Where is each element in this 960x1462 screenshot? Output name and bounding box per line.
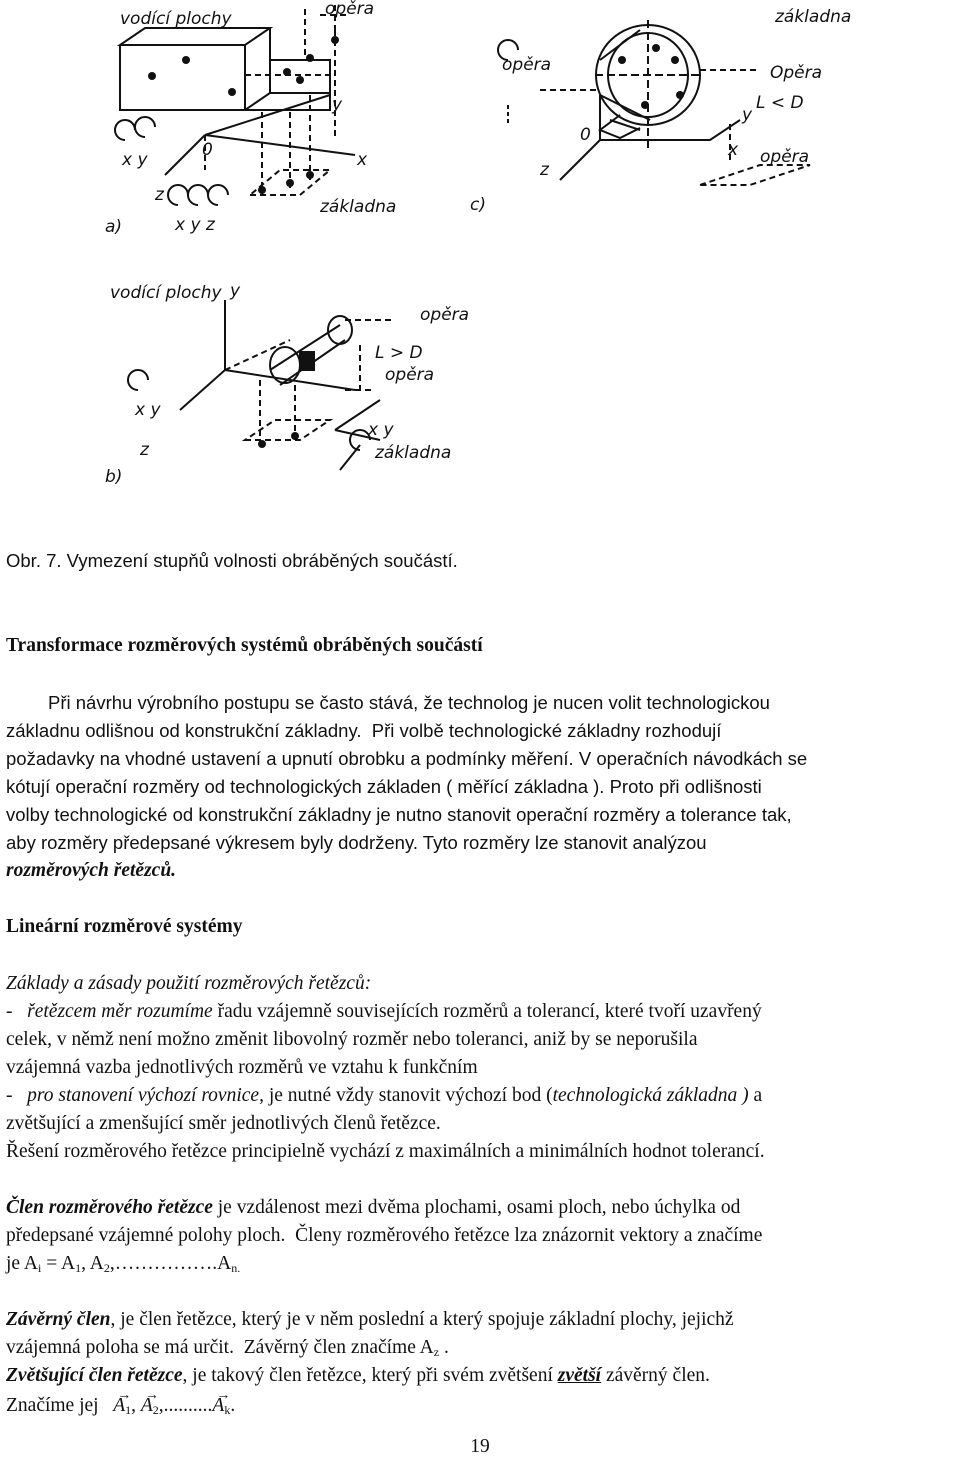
- fig-label-axis-y-c: y: [742, 105, 753, 125]
- item1-line2: celek, v němž není možno změnit libovolný rozměr nebo toleranci, aniž by se neporušila: [6, 1029, 698, 1050]
- para1-line4: kótují operační rozměry od technologických základen ( měřící základna ). Proto při odlišnosti: [6, 776, 762, 797]
- fig-label-a: a): [105, 217, 123, 237]
- fig-label-axis-z-a: z: [155, 185, 164, 205]
- figure-degrees-of-freedom: [0, 0, 960, 500]
- fig-label-cond-b: L > D: [375, 343, 423, 363]
- fig-label-zakladna-b: základna: [375, 443, 452, 463]
- para1-line6: aby rozměry předepsané výkresem byly dodrženy. Tyto rozměry lze stanovit analýzou: [6, 832, 707, 853]
- para1-line3: požadavky na vhodné ustavení a upnutí obrobku a podmínky měření. V operačních návodkách se: [6, 748, 808, 769]
- subheading-zaklady: Základy a zásady použití rozměrových řetězců:: [6, 973, 372, 994]
- fig-label-opera-c-bottom: opěra: [760, 147, 810, 167]
- fig-label-axis-z-b: z: [140, 440, 149, 460]
- fig-label-zakladna-a: základna: [320, 197, 397, 217]
- item2-line2: zvětšující a zmenšující směr jednotlivých členů řetězce.: [6, 1113, 441, 1134]
- fig-label-c: c): [470, 195, 486, 215]
- fig-label-axis-xyz-a: x y z: [175, 215, 215, 235]
- fig-label-axis-x-a: x: [357, 150, 368, 170]
- fig-label-axis-0-a: 0: [202, 140, 213, 160]
- fig-label-axis-yx-b: x y: [368, 420, 394, 440]
- fig-label-zakladna-c: základna: [775, 7, 852, 27]
- page-number: 19: [470, 1436, 490, 1457]
- fig-label-axis-xy-a: x y: [122, 150, 148, 170]
- fig-label-b: b): [105, 467, 123, 487]
- para1-line5: volby technologické od konstrukční základny je nutno stanovit operační rozměry a tolerance tak,: [6, 804, 792, 825]
- item1-line1: - řetězcem měr rozumíme řadu vzájemně souvisejících rozměrů a tolerancí, které tvoří uzavřený: [6, 1001, 762, 1022]
- fig-label-vodici-plochy-a: vodící plochy: [120, 9, 232, 29]
- fig-label-opera-b-top: opěra: [420, 305, 470, 325]
- fig-label-axis-z-c: z: [540, 160, 549, 180]
- fig-label-axis-y-a: y: [332, 95, 343, 115]
- zaverny-line2: vzájemná poloha se má určit. Závěrný člen značíme $A_z$ .: [6, 1337, 449, 1359]
- zvetsujici-line: Zvětšující člen řetězce, je takový člen řetězce, který při svém zvětšení zvětší závěrný člen.: [6, 1365, 710, 1386]
- fig-label-opera-c-right: Opěra: [770, 63, 823, 83]
- section-heading-linearni: Lineární rozměrové systémy: [6, 916, 243, 937]
- clen-line3-formula: je $A_i = A_1$, $A_2,\dots\dots\dots\dots\dots.A_{n.}$: [6, 1253, 241, 1275]
- fig-label-opera-a: opěra: [325, 0, 375, 19]
- fig-label-axis-y-b: y: [230, 281, 241, 301]
- fig-label-axis-0-c: 0: [580, 125, 591, 145]
- znacime-line: Značíme jej $A \to_1$, $A \to_2,..........A \to_k$.: [6, 1392, 956, 1424]
- fig-label-opera-b-mid: opěra: [385, 365, 435, 385]
- reseni-line: Řešení rozměrového řetězce principielně vychází z maximálních a minimálních hodnot tolerancí.: [6, 1141, 765, 1162]
- figure-caption: Obr. 7. Vymezení stupňů volnosti obráběných součástí.: [6, 550, 458, 571]
- fig-label-axis-x-c: x: [728, 140, 739, 160]
- zaverny-line1: Závěrný člen, je člen řetězce, který je v něm poslední a který spojuje základní plochy, jejichž: [6, 1309, 734, 1330]
- fig-a-box: [120, 28, 270, 110]
- para1-line1: Při návrhu výrobního postupu se často stává, že technolog je nucen volit technologickou: [48, 692, 770, 713]
- fig-label-vodici-plochy-b: vodící plochy: [110, 283, 222, 303]
- section-heading-transformace: Transformace rozměrových systémů obráběných součástí: [6, 635, 483, 656]
- fig-label-cond-c: L < D: [756, 93, 804, 113]
- para1-line2: základnu odlišnou od konstrukční základny. Při volbě technologické základny rozhodují: [6, 720, 722, 741]
- para1-line7-emphasis: rozměrových řetězců.: [6, 860, 177, 881]
- item2-line1: - pro stanovení výchozí rovnice, je nutné vždy stanovit výchozí bod (technologická základna ) a: [6, 1085, 763, 1106]
- fig-label-opera-c-left: opěra: [502, 55, 552, 75]
- clen-line1: Člen rozměrového řetězce je vzdálenost mezi dvěma plochami, osami ploch, nebo úchylka od: [6, 1197, 741, 1218]
- clen-line2: předepsané vzájemné polohy ploch. Členy rozměrového řetězce lza znázornit vektory a značíme: [6, 1225, 763, 1246]
- fig-label-axis-xy-b: x y: [135, 400, 161, 420]
- item1-line3: vzájemná vazba jednotlivých rozměrů ve vztahu k funkčním: [6, 1057, 478, 1078]
